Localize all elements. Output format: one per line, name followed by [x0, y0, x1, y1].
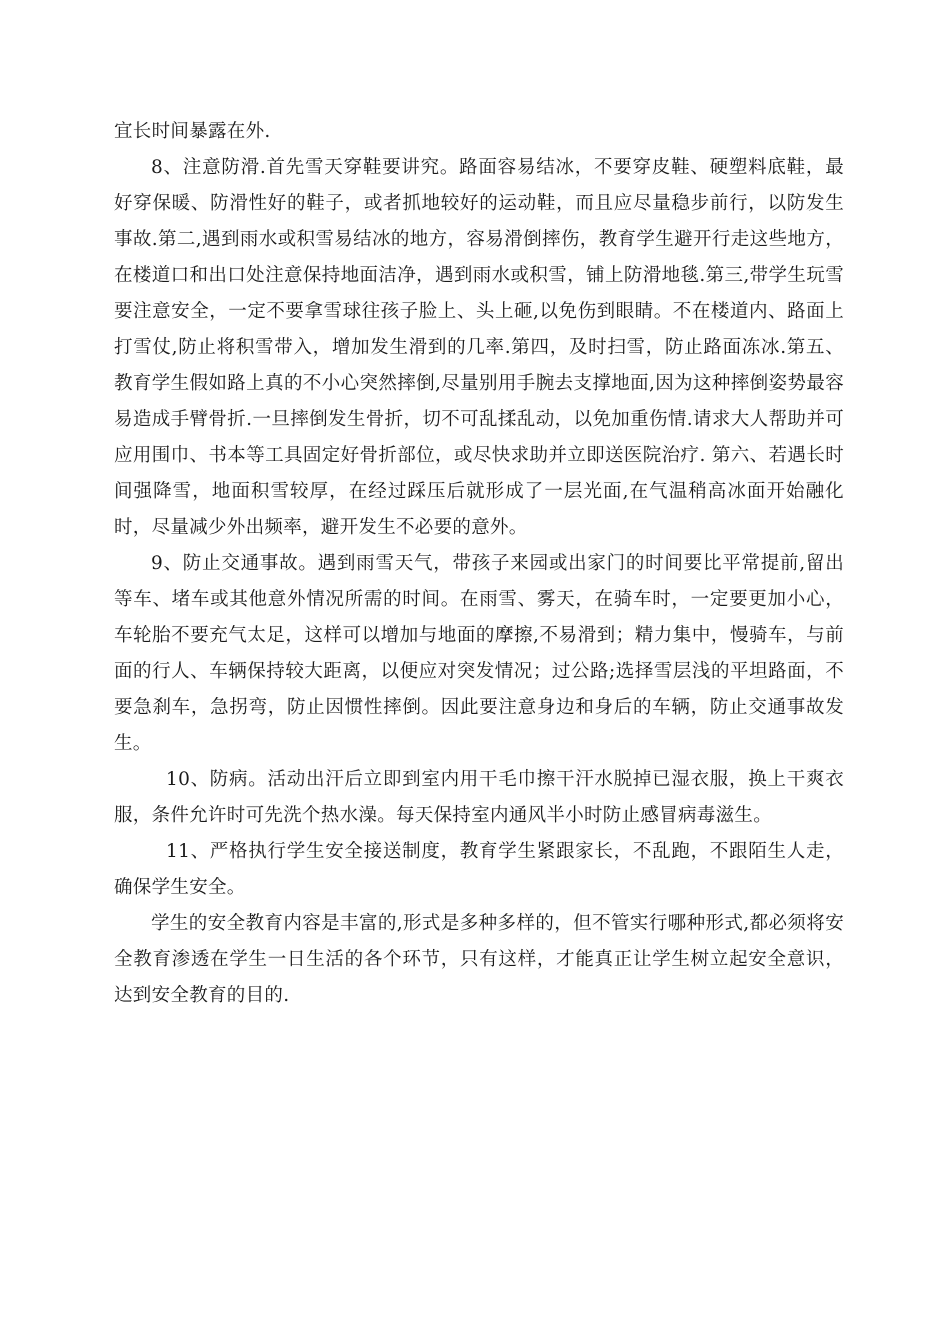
paragraph-item-9-traffic-safety: 9、防止交通事故。遇到雨雪天气，带孩子来园或出家门的时间要比平常提前,留出等车、堵车或其他意外情况所需的时间。在雨雪、雾天，在骑车时，一定要更加小心，车轮胎不要充气太足，这样可以增加与地面的摩擦,不易滑到；精力集中，慢骑车，与前面的行人、车辆保持较大距离，以便应对突发情况；过公路;选择雪层浅的平坦路面，不要急刹车，急拐弯，防止因惯性摔倒。因此要注意身边和身后的车辆，防止交通事故发生。: [114, 553, 844, 754]
document-body: [114, 114, 844, 1014]
paragraph-item-10-disease-prevention: 10、防病。活动出汗后立即到室内用干毛巾擦干汗水脱掉已湿衣服，换上干爽衣服，条件允许时可先洗个热水澡。每天保持室内通风半小时防止感冒病毒滋生。: [114, 769, 844, 826]
paragraph-item-11-pickup-system: 11、严格执行学生安全接送制度，教育学生紧跟家长，不乱跑，不跟陌生人走，确保学生安全。: [114, 841, 844, 898]
paragraph-continuation: 宜长时间暴露在外.: [114, 121, 271, 142]
paragraph-item-8-anti-slip: 8、注意防滑.首先雪天穿鞋要讲究。路面容易结冰，不要穿皮鞋、硬塑料底鞋，最好穿保暖、防滑性好的鞋子，或者抓地较好的运动鞋，而且应尽量稳步前行，以防发生事故.第二,遇到雨水或积雪易结冰的地方，容易滑倒摔伤，教育学生避开行走这些地方，在楼道口和出口处注意保持地面洁净，遇到雨水或积雪，铺上防滑地毯.第三,带学生玩雪要注意安全，一定不要拿雪球往孩子脸上、头上砸,以免伤到眼睛。不在楼道内、路面上打雪仗,防止将积雪带入，增加发生滑到的几率.第四，及时扫雪，防止路面冻冰.第五、教育学生假如路上真的不小心突然摔倒,尽量别用手腕去支撑地面,因为这种摔倒姿势最容易造成手臂骨折.一旦摔倒发生骨折，切不可乱揉乱动，以免加重伤情.请求大人帮助并可应用围巾、书本等工具固定好骨折部位，或尽快求助并立即送医院治疗. 第六、若遇长时间强降雪，地面积雪较厚，在经过踩压后就形成了一层光面,在气温稍高冰面开始融化时，尽量减少外出频率，避开发生不必要的意外。: [114, 157, 844, 538]
paragraph-conclusion: 学生的安全教育内容是丰富的,形式是多种多样的，但不管实行哪种形式,都必须将安全教育渗透在学生一日生活的各个环节，只有这样，才能真正让学生树立起安全意识，达到安全教育的目的.: [114, 913, 844, 1006]
